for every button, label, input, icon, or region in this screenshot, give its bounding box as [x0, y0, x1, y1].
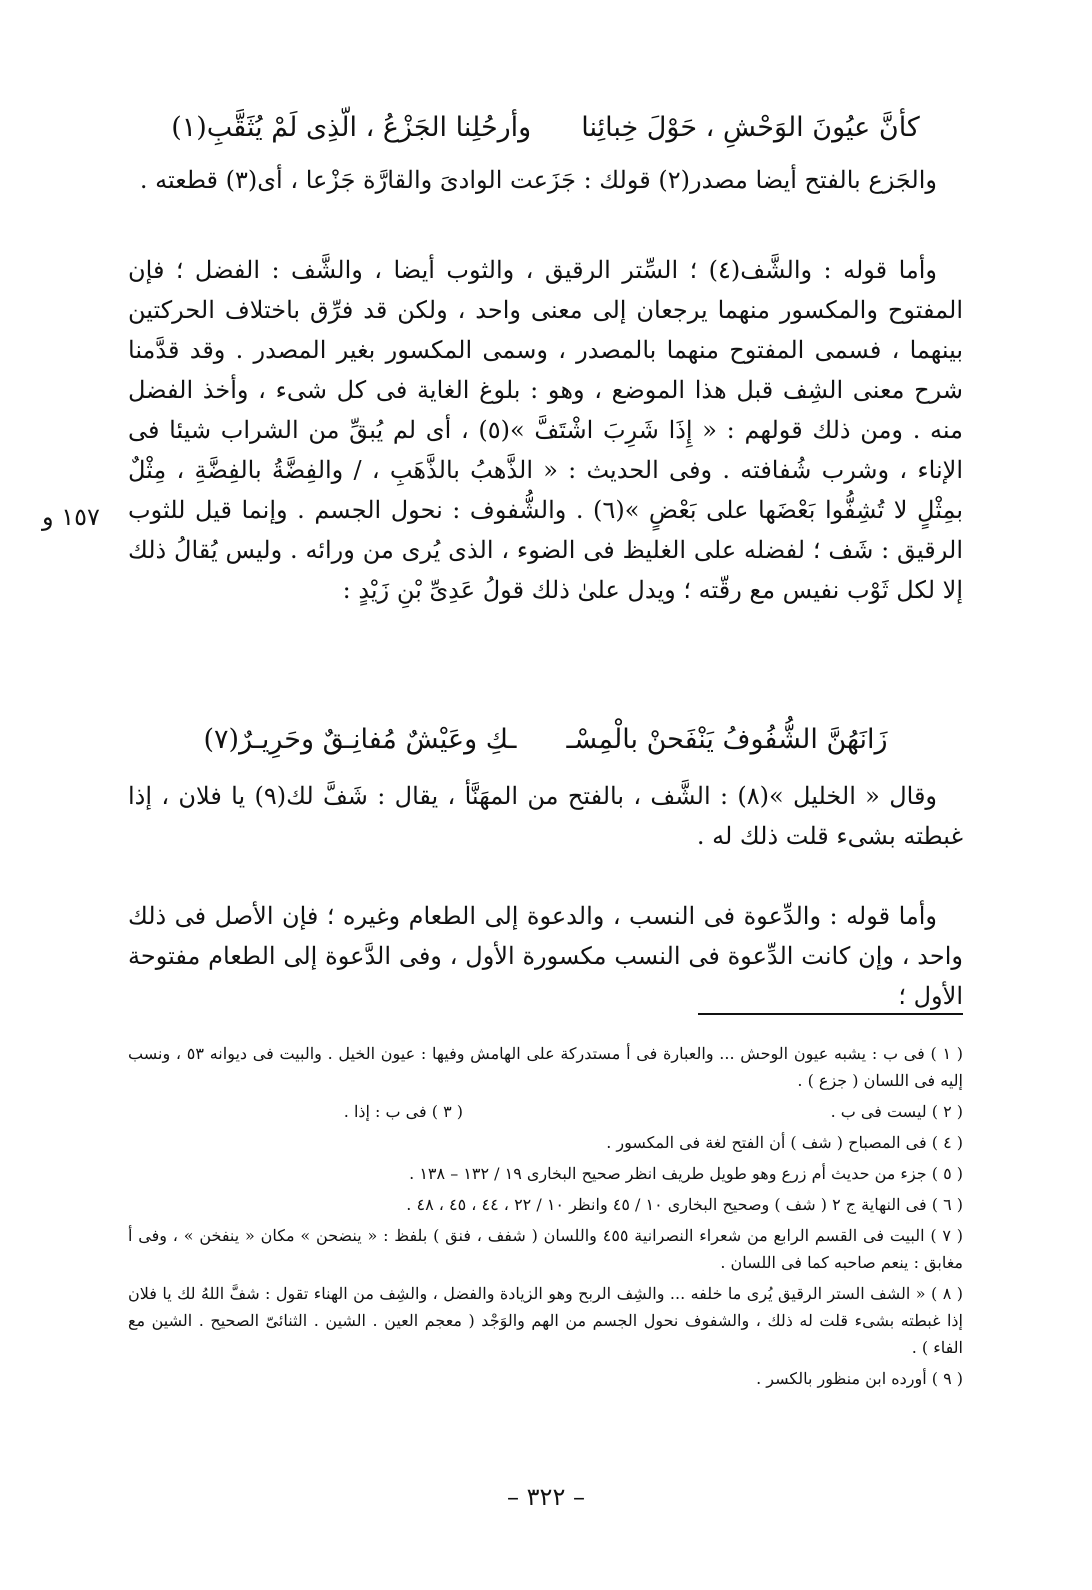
verse-2-hemistich-1: زَانَهُنَّ الشُّفُوفُ يَنْفَحنْ بالْمِسْـ [566, 724, 888, 755]
footnote-2: ( ٢ ) ليست فى ب . [830, 1102, 963, 1121]
paragraph-3: وقال « الخليل »(٨) : الشَّف ، بالفتح من المهَنَّأ ، يقال : شَفَّ لك(٩) يا فلان ، إذا غبطته بشىء قلت ذلك له . [128, 782, 963, 850]
page-number: – ٣٢٢ – [507, 1483, 585, 1511]
verse-1 [128, 112, 963, 143]
footnote-7: ( ٧ ) البيت فى القسم الرابع من شعراء النصرانية ٤٥٥ واللسان ( شفف ، فنق ) بلفظ : « ينضحن » مكان « ينفخن » ، وفى أ مغابق : ينعم صاحبه كما فى اللسان . [128, 1226, 964, 1272]
footnote-6: ( ٦ ) فى النهاية ج ٢ ( شف ) وصحيح البخارى ١٠ / ٤٥ وانظر ١٠ / ٢٢ ، ٤٤ ، ٤٥ ، ٤٨ . [406, 1195, 963, 1214]
paragraph-3-block [128, 776, 963, 856]
margin-folio-note: ١٥٧ و [42, 503, 100, 531]
footnote-separator [698, 1013, 963, 1015]
footnote-3: ( ٣ ) فى ب : إذا . [343, 1102, 463, 1121]
paragraph-4-block [128, 896, 963, 1016]
footnotes [128, 1040, 963, 1396]
paragraph-1: والجَزع بالفتح أيضا مصدر(٢) قولك : جَزَعت الوادىَ والقارَّة جَزْعا ، أى(٣) قطعته . [139, 166, 937, 194]
footnote-1: ( ١ ) فى ب : يشبه عيون الوحش ... والعبارة فى أ مستدركة على الهامش وفيها : عيون الخيل . والبيت فى ديوانه ٥٣ ، ونسب إليه فى اللسان ( جزع ) . [128, 1044, 964, 1090]
verse-2-hemistich-2: ـكِ وعَيْشٌ مُفانِـقٌ وحَرِيـرٌ(٧) [203, 724, 517, 755]
verse-1-hemistich-1: كأنَّ عيُونَ الوَحْشِ ، حَوْلَ خِبائِنا [581, 112, 920, 143]
footnote-5: ( ٥ ) جزء من حديث أم زرع وهو طويل طريف انظر صحيح البخارى ١٩ / ١٣٢ – ١٣٨ . [409, 1164, 963, 1183]
footnote-4: ( ٤ ) فى المصباح ( شف ) أن الفتح لغة فى المكسور . [606, 1133, 963, 1152]
verse-2 [128, 724, 963, 755]
footnote-8: ( ٨ ) « الشف الستر الرقيق يُرى ما خلفه ... والشِف الربح وهو الزيادة والفضل ، والشِف من الهناء تقول : شفَّ اللهُ لك يا فلان إذا غبطته بشىء قلت له ذلك ، والشفوف نحول الجسم من الهم والوَجْد ( معجم العين . الشين . الثنائىّ الصحيح . الشين مع الفاء ) . [128, 1284, 964, 1357]
paragraph-2-block [128, 250, 963, 610]
paragraph-2: وأما قوله : والشَّف(٤) ؛ السِّتر الرقيق ، والثوب أيضا ، والشَّف : الفضل ؛ فإن المفتوح والمكسور منهما يرجعان إلى معنى واحد ، ولكن قد فرِّق باختلاف الحركتين بينهما ، فسمى المفتوح منهما بالمصدر ، وسمى المكسور بغير المصدر . وقد قدَّمنا شرح معنى الشِف قبل هذا الموضع ، وهو : بلوغ الغاية فى كل شىء ، وأخذ الفضل منه . ومن ذلك قولهم : « إِذَا شَرِبَ اشْتَفَّ »(٥) ، أى لم يُبقِّ من الشراب شيئا فى الإناء ، وشرب شُفافته . وفى الحديث : « الذَّهبُ بالذَّهَبِ ، / والفِضَّةُ بالفِضَّةِ ، مِثْلٌ بمِثْلٍ لا تُشِفُّوا بَعْضَها على بَعْضٍ »(٦) . والشُّفوف : نحول الجسم . وإنما قيل للثوب الرقيق : شَف ؛ لفضله على الغليظ فى الضوء ، الذى يُرى من ورائه . وليس يُقالُ ذلك إلا لكل ثَوْب نفيس مع رقّته ؛ ويدل علىٰ ذلك قولُ عَدِىِّ بْنِ زَيْدٍ : [128, 256, 964, 604]
footnote-9: ( ٩ ) أورده ابن منظور بالكسر . [756, 1369, 963, 1388]
paragraph-4: وأما قوله : والدِّعوة فى النسب ، والدعوة إلى الطعام وغيره ؛ فإن الأصل فى ذلك واحد ، وإن كانت الدِّعوة فى النسب مكسورة الأول ، وفى الدَّعوة إلى الطعام مفتوحة الأول ؛ [128, 902, 964, 1010]
verse-1-hemistich-2: وأرحُلِنا الجَزْعُ ، الّذِى لَمْ يُثَقَّبِ(١) [171, 112, 532, 143]
footnote-row-2-3 [128, 1098, 963, 1125]
